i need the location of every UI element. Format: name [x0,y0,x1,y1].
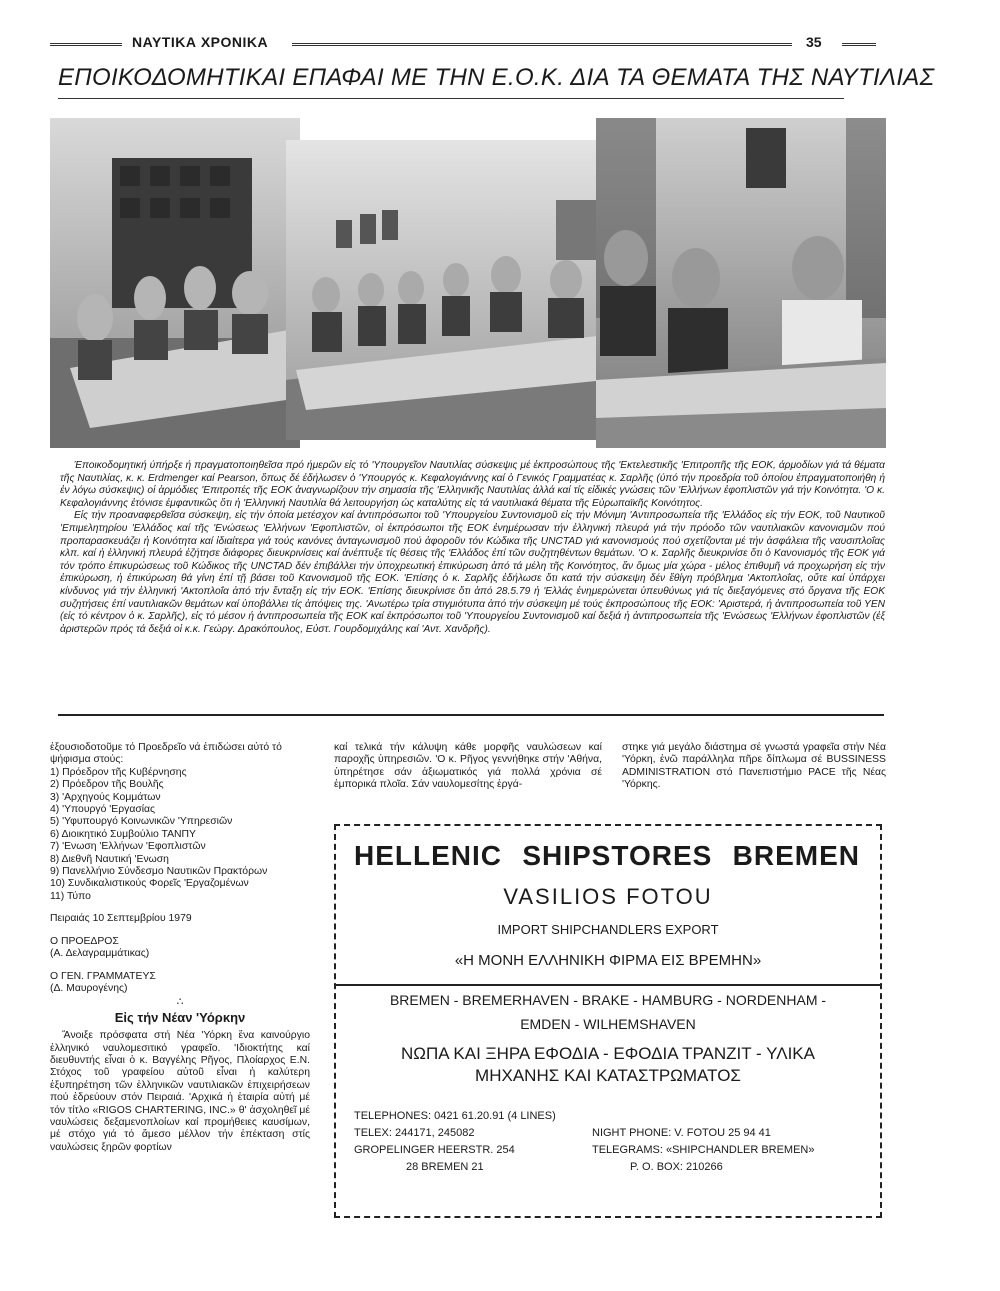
ad-company-word: BREMEN [732,840,860,871]
ad-company-word: HELLENIC [354,840,502,871]
president-name: (Α. Δελαγραμμάτικας) [50,948,150,960]
new-york-subheading: Εἰς τήν Νέαν 'Υόρκην [114,1009,246,1025]
ad-city: 28 BREMEN 21 [406,1161,484,1173]
list-item: 5) 'Υφυπουργό Κοινωνικῶν 'Υπηρεσιῶν [50,816,233,828]
ad-telex: TELEX: 244171, 245082 [354,1127,475,1139]
president-title: Ο ΠΡΟΕΔΡΟΣ [50,935,119,947]
list-item: 10) Συνδικαλιστικούς Φορεῖς 'Εργαζομένων [50,878,249,890]
ad-company-name [354,840,860,872]
page-number: 35 [806,34,822,50]
list-item: 1) Πρόεδρον τῆς Κυβέρνησης [50,766,187,778]
list-item: 6) Διοικητικό Συμβούλιο ΤΑΝΠΥ [50,828,196,840]
new-york-article: Ἄνοιξε πρόσφατα στή Νέα 'Υόρκη ἕνα καινούργιο ἑλληνικό ναυλομεσιτικό γραφεῖο. 'Ιδιοκτήτης καί διευθυντής εἶναι ὁ κ. Βαγγέλης Ρῆγος, Πλοίαρχος Ε.Ν. Στόχος τοῦ γραφείου αὐτοῦ εἶναι ἡ καλύτερη ἐξυπηρέτηση τῶν ἑλληνικῶν ναυτιλιακῶν ἐπιχειρήσεων πού ἑδρεύουν στόν Πειραιά. 'Αρχικά ἡ ἑταιρία αὐτή μέ τόν τίτλο «RIGOS CHARTERING, INC.» θ' ἀσχοληθεῖ μέ ναυλώσεις δεξαμενοπλοίων καί προμήθειες καυσίμων, μέ στόχο γιά τό ἄμεσο μέλλον τήν ἐπέκταση στίς ναυλώσεις ξηρῶν φορτίων [50,1030,310,1153]
photo-caption [60,460,885,636]
ad-company-word: SHIPSTORES [522,840,713,871]
caption-paragraph-1: Έποικοδομητική ύπήρξε ή πραγματοποιηθεῖσα πρό ήμερῶν εἰς τό 'Υπουργεῖον Ναυτιλίας σύσκεψις μέ ἐκπροσώπους τῆς 'Εκτελεστικῆς 'Επιτροπῆς τῆς ΕΟΚ, άρμοδίων γιά τά θέματα τῆς Ναυτιλίας, κ. κ. Erdmenger καί Pearson, ὅπως δέ ἐδήλωσεν ὁ 'Υπουργός κ. Κεφαλογιάννης καί ὁ Γενικός Γραμματέας κ. Σαρλῆς (ύπό τήν προεδρία τοῦ ὁποίου ἐπραγματοποιήθη ἡ ἐν λόγω σύσκεψις) οἱ ἁρμόδιες 'Επιτροπές τῆς ΕΟΚ ἀναγνωρίζουν τήν σημασία τῆς 'Ελληνικῆς Ναυτιλίας ἀλλά καί τίς εἰδικές γνώσεις τῶν 'Ελλήνων ἐφοπλιστῶν γιά τήν Κοινότητα. 'Ο κ. Κεφαλογιάννης ἐτόνισε ἐμφαντικῶς ὅτι ἡ 'Ελληνική Ναυτιλία θά λειτουργήση ὡς καταλύτης εἰς τά ναυτιλιακά θέματα τῆς Εὐρωπαϊκῆς Κοινότητος. [60,460,885,509]
ad-goods-line-1: ΝΩΠΑ ΚΑΙ ΞΗΡΑ ΕΦΟΔΙΑ - ΕΦΟΔΙΑ ΤΡΑΝΖΙΤ - ΥΛΙΚΑ [401,1044,815,1063]
list-item: 11) Τύπο [50,890,91,902]
header-rule-middle [292,43,792,46]
headline-underline [58,98,844,99]
secretary-name: (Δ. Μαυρογένης) [50,982,128,994]
ad-owner-name: VASILIOS FOTOU [503,884,713,909]
ad-ports-line-2: EMDEN - WILHEMSHAVEN [520,1016,696,1032]
column-2-text: καί τελικά τήν κάλυψη κάθε μορφῆς ναυλώσεων καί παροχῆς ὑπηρεσιῶν. 'Ο κ. Ρῆγος γεννήθηκε στήν 'Αθήνα, ὑπηρέτησε σάν ἀξιωματικός γιά πολλά χρόνια σέ ἐμπορικά πλοῖα. Σάν ναυλομεσίτης ἐργά- [334,742,602,791]
ad-goods-line-2: ΜΗΧΑΝΗΣ ΚΑΙ ΚΑΤΑΣΤΡΩΜΑΤΟΣ [475,1066,741,1085]
ad-slogan: «Η ΜΟΝΗ ΕΛΛΗΝΙΚΗ ΦΙΡΜΑ ΕΙΣ ΒΡΕΜΗΝ» [454,952,762,969]
header-rule-right [842,43,876,46]
ad-contact-block [354,1108,874,1176]
caption-paragraph-2: Εἰς τήν προαναφερθεῖσα σύσκεψη, εἰς τήν ὁποία μετέσχον καί ἀντιπρόσωποι τοῦ 'Υπουργείου Συντονισμοῦ εἰς τήν Μόνιμη 'Αντιπροσωπεία τῆς 'Ελλάδος εἰς τήν ΕΟΚ, τοῦ Ναυτικοῦ 'Επιμελητηρίου 'Ελλάδος καί τῆς 'Ενώσεως 'Ελλήνων 'Εφοπλιστῶν, οἱ ἐκπρόσωποι τῆς ΕΟΚ ἐνημέρωσαν τήν ἑλληνική πλευρά γιά τήν πρόοδο τῶν ναυτιλιακῶν κανονισμῶν πού προπαρασκευάζει ἡ Κοινότητα καί ἰδιαίτερα γιά τούς κανόνες ἀνταγωνισμοῦ πού ἀφοροῦν τόν Κώδικα τῆς UNCTAD γιά κανονισμούς πού σχετίζονται μέ τήν ἀσφάλεια τῆς ναυσιπλοΐας κλπ. καί ἡ ἑλληνική πλευρά ἐζήτησε διάφορες διευκρινίσεις καί ἀνέπτυξε τίς θέσεις τῆς 'Ελλάδος ἐπί τῶν συζητηθέντων θεμάτων. 'Ο κ. Σαρλῆς διευκρινίσε ὅτι ὁ Κανονισμός τῆς ΕΟΚ γιά τόν τρόπο ἐπικυρώσεως τοῦ Κώδικος τῆς UNCTAD δέν ἐπιβάλλει τήν ὑποχρεωτική ἐπικύρωση ἀπό τά μέλη τῆς Κοινότητος, ἄν ὅμως μία χώρα - μέλος ἐπιθυμῆ νά προχωρήση εἰς τήν ἐπικύρωση, ἡ ἐπικύρωση θά γίνη ἐπί τῇ βάσει τοῦ Κανονισμοῦ τῆς ΕΟΚ. 'Επίσης ὁ κ. Σαρλῆς ἐδήλωσε ὅτι κατά τήν σύσκεψη δέν ἔθίγη πρόβλημα 'Ακτοπλοΐας, οὔτε καί ὑπάρχει κίνδυνος γιά τήν ἑλληνική 'Ακτοπλοΐα ἀπό τήν ἔνταξη εἰς τήν ΕΟΚ. 'Επίσης διευκρίνισε ὅτι ἀπό 28.5.79 ἡ 'Ελλάς ἐνημερώνεται ὑπευθύνως γιά τίς διεξαγόμενες στό ὄργανα τῆς ΕΟΚ συζητήσεις ἐπί ναυτιλιακῶν θεμάτων καί ὑποβάλλει τίς ἀπόψεις της. 'Ανωτέρω τρία στιγμιότυπα ἀπό τήν σύσκεψη μέ τούς ἐκπροσώπους τῆς ΕΟΚ: 'Αριστερά, ἡ ἀντιπροσωπεία τοῦ ΥΕΝ (εἰς τό κέντρον ὁ κ. Σαρλῆς), εἰς τό μέσον ἡ ἀντιπροσωπεία τῆς ΕΟΚ καί ἐκπρόσωποι τοῦ 'Υπουργείου Συντονισμοῦ καί δεξιά ἡ ἀντιπροσωπεία τῆς 'Ενώσεως 'Ελλήνων ἐφοπλιστῶν (ἐξ ἀριστερῶν πρός τά δεξιά οἱ κ.κ. Γεώργ. Δρακόπουλος, Εὐστ. Γουρδομιχάλης καί 'Αντ. Χανδρῆς). [60,510,885,635]
place-date: Πειραιάς 10 Σεπτεμβρίου 1979 [50,913,192,925]
ad-po-box: P. O. BOX: 210266 [630,1161,723,1173]
photo-center-meeting [286,140,616,440]
secretary-title: Ο ΓΕΝ. ΓΡΑΜΜΑΤΕΥΣ [50,970,156,982]
header-rule-left [50,43,122,46]
ad-address: GROPELINGER HEERSTR. 254 [354,1144,515,1156]
magazine-title: ΝΑΥΤΙΚΑ ΧΡΟΝΙΚΑ [132,34,269,50]
ad-night-phone: NIGHT PHONE: V. FOTOU 25 94 41 [592,1127,771,1139]
list-item: 4) 'Υπουργό 'Εργασίας [50,804,156,816]
photo-right-meeting [596,118,886,448]
list-item: 3) 'Αρχηγούς Κομμάτων [50,791,161,803]
separator-glyph: ∴ [176,997,184,1009]
column-2 [334,742,602,792]
shipstores-advertisement [334,824,882,1218]
section-divider [58,714,884,716]
photo-left-meeting [50,118,300,448]
ad-telephones: TELEPHONES: 0421 61.20.91 (4 LINES) [354,1110,556,1122]
ad-ports-line-1: BREMEN - BREMERHAVEN - BRAKE - HAMBURG - NORDENHAM - [389,992,827,1008]
ad-trade-line: IMPORT SHIPCHANDLERS EXPORT [497,922,719,937]
column-3-text: στηκε γιά μεγάλο διάστημα σέ γνωστά γραφεῖα στήν Νέα 'Υόρκη, ἐνῶ παράλληλα πῆρε δίπλωμα σέ BUSSINESS ADMINISTRATION στό Πανεπιστήμιο PACE τῆς Νέας 'Υόρκης. [622,742,886,791]
column-3 [622,742,886,792]
resolution-intro: ἐξουσιοδοτοῦμε τό Προεδρεῖο νά ἐπιδώσει αὐτό τό ψήφισμα στούς: [50,742,282,766]
list-item: 8) Διεθνῆ Ναυτική 'Ενωση [50,853,169,865]
article-headline: ΕΠΟΙΚΟΔΟΜΗΤΙΚΑΙ ΕΠΑΦΑΙ ΜΕ ΤΗΝ Ε.Ο.Κ. ΔΙΑ ΤΑ ΘΕΜΑΤΑ ΤΗΣ ΝΑΥΤΙΛΙΑΣ [58,64,935,91]
ad-divider [336,984,880,986]
list-item: 9) Πανελλήνιο Σύνδεσμο Ναυτικῶν Πρακτόρων [50,866,268,878]
list-item: 7) 'Ενωση 'Ελλήνων 'Εφοπλιστῶν [50,841,206,853]
list-item: 2) Πρόεδρον τῆς Βουλῆς [50,779,164,791]
recipient-list [50,767,310,903]
ad-telegrams: TELEGRAMS: «SHIPCHANDLER BREMEN» [592,1144,815,1156]
column-1 [50,742,310,1154]
